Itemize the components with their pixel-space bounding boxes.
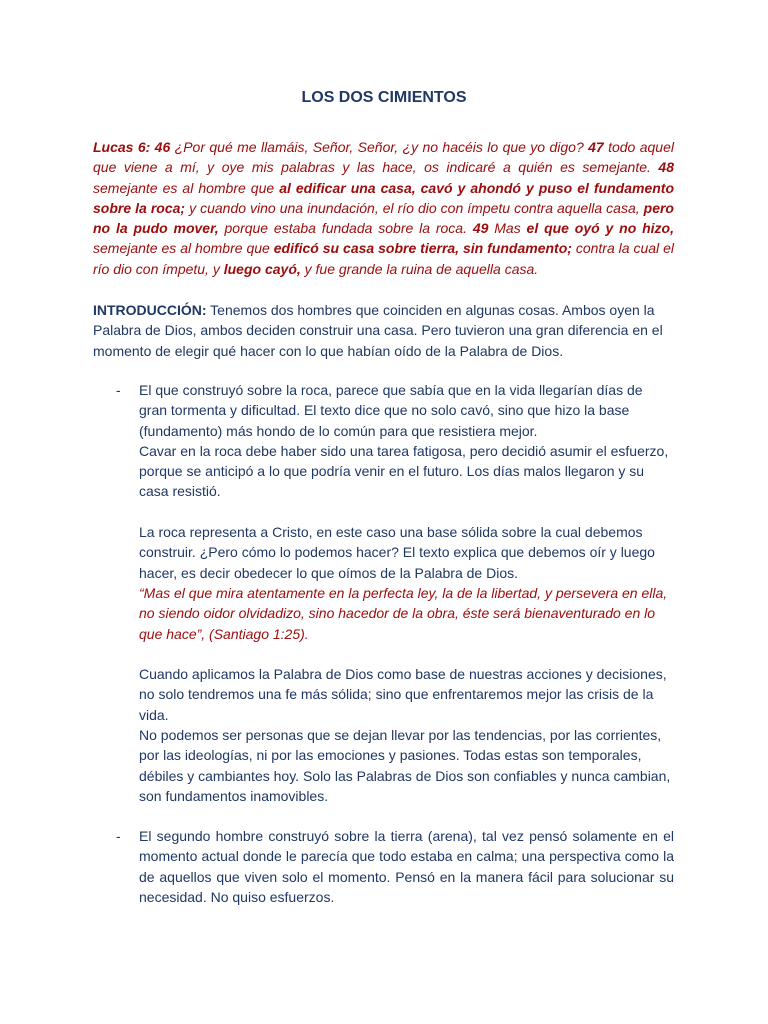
- paragraph: Cuando aplicamos la Palabra de Dios como base de nuestras acciones y decisiones, no solo tendremos una fe más sólida; sino que enfrentaremos mejor las crisis de la vida.: [139, 666, 667, 723]
- verse-emphasis: al edificar una casa, cavó y ahondó y puso el fundamento sobre la roca;: [93, 179, 674, 216]
- list-item-body: [139, 826, 674, 907]
- verse-emphasis: luego cayó,: [223, 260, 301, 277]
- verse-emphasis: edificó su casa sobre tierra, sin fundamento;: [273, 240, 572, 257]
- verse-text: y cuando vino una inundación, el río dio con ímpetu contra aquella casa,: [185, 199, 644, 216]
- paragraph: El que construyó sobre la roca, parece que sabía que en la vida llegarían días de gran tormenta y dificultad. El texto dice que no solo cavó, sino que hizo la base (fundamento) más hondo de lo común para que resistiera mejor.: [139, 382, 643, 439]
- introduction-text: Tenemos dos hombres que coinciden en algunas cosas. Ambos oyen la Palabra de Dios, ambos deciden construir una casa. Pero tuvieron una gran diferencia en el momento de elegir qué hacer con lo que habían oído de la Palabra de Dios.: [93, 302, 663, 359]
- verse-emphasis: pero no la pudo mover,: [93, 199, 674, 237]
- verse-text: semejante es al hombre que: [93, 240, 274, 257]
- list-bullet: -: [116, 382, 121, 398]
- list-item-body: [139, 380, 674, 806]
- paragraph: No podemos ser personas que se dejan llevar por las tendencias, por las corrientes, por las ideologías, ni por las emociones y pasiones. Todas estas son temporales, débiles y cambiantes hoy. Solo las Palabras de Dios son confiables y nunca cambian, son fundamentos inamovibles.: [139, 727, 671, 804]
- verse-reference: Lucas 6: 46: [93, 139, 171, 155]
- verse-text: contra la cual el río dio con ímpetu, y: [93, 240, 674, 277]
- list-bullet: -: [116, 828, 121, 844]
- verse-emphasis: el que oyó y no hizo,: [526, 220, 674, 237]
- paragraph: Cavar en la roca debe haber sido una tarea fatigosa, pero decidió asumir el esfuerzo, porque se anticipó a lo que podría venir en el futuro. Los días malos llegaron y su casa resistió.: [139, 442, 669, 500]
- verse-text: ¿Por qué me llamáis, Señor, Señor, ¿y no hacéis lo que yo digo?: [170, 139, 589, 155]
- verse-number: 47: [588, 139, 604, 155]
- paragraph: El segundo hombre construyó sobre la tierra (arena), tal vez pensó solamente en el momento actual donde le parecía que todo estaba en calma; una perspectiva como la de aquellos que viven solo el momento. Pensó en la manera fácil para solucionar su necesidad. No quiso esfuerzos.: [139, 828, 674, 905]
- verse-number: 49: [472, 220, 489, 237]
- scripture-passage: [93, 137, 674, 279]
- verse-text: semejante es al hombre que: [93, 179, 280, 196]
- page-title: LOS DOS CIMIENTOS: [301, 89, 467, 106]
- scripture-quote: “Mas el que mira atentamente en la perfecta ley, la de la libertad, y persevera en ella, no siendo oidor olvidadizo, sino hacedor de la obra, éste será bienaventurado en lo que hace”, (Santiago 1:25).: [139, 584, 668, 642]
- introduction-paragraph: [93, 300, 674, 361]
- verse-number: 48: [658, 159, 674, 176]
- introduction-label: INTRODUCCIÓN:: [93, 302, 207, 318]
- verse-text: porque estaba fundada sobre la roca.: [218, 220, 473, 237]
- verse-text: todo aquel que viene a mí, y oye mis palabras y las hace, os indicaré a quién es semejante.: [93, 139, 674, 176]
- paragraph: La roca representa a Cristo, en este caso una base sólida sobre la cual debemos construir. ¿Pero cómo lo podemos hacer? El texto explica que debemos oír y luego hacer, es decir obedecer lo que oímos de la Palabra de Dios.: [139, 524, 655, 581]
- verse-text: Mas: [488, 220, 527, 237]
- verse-text: y fue grande la ruina de aquella casa.: [300, 260, 539, 277]
